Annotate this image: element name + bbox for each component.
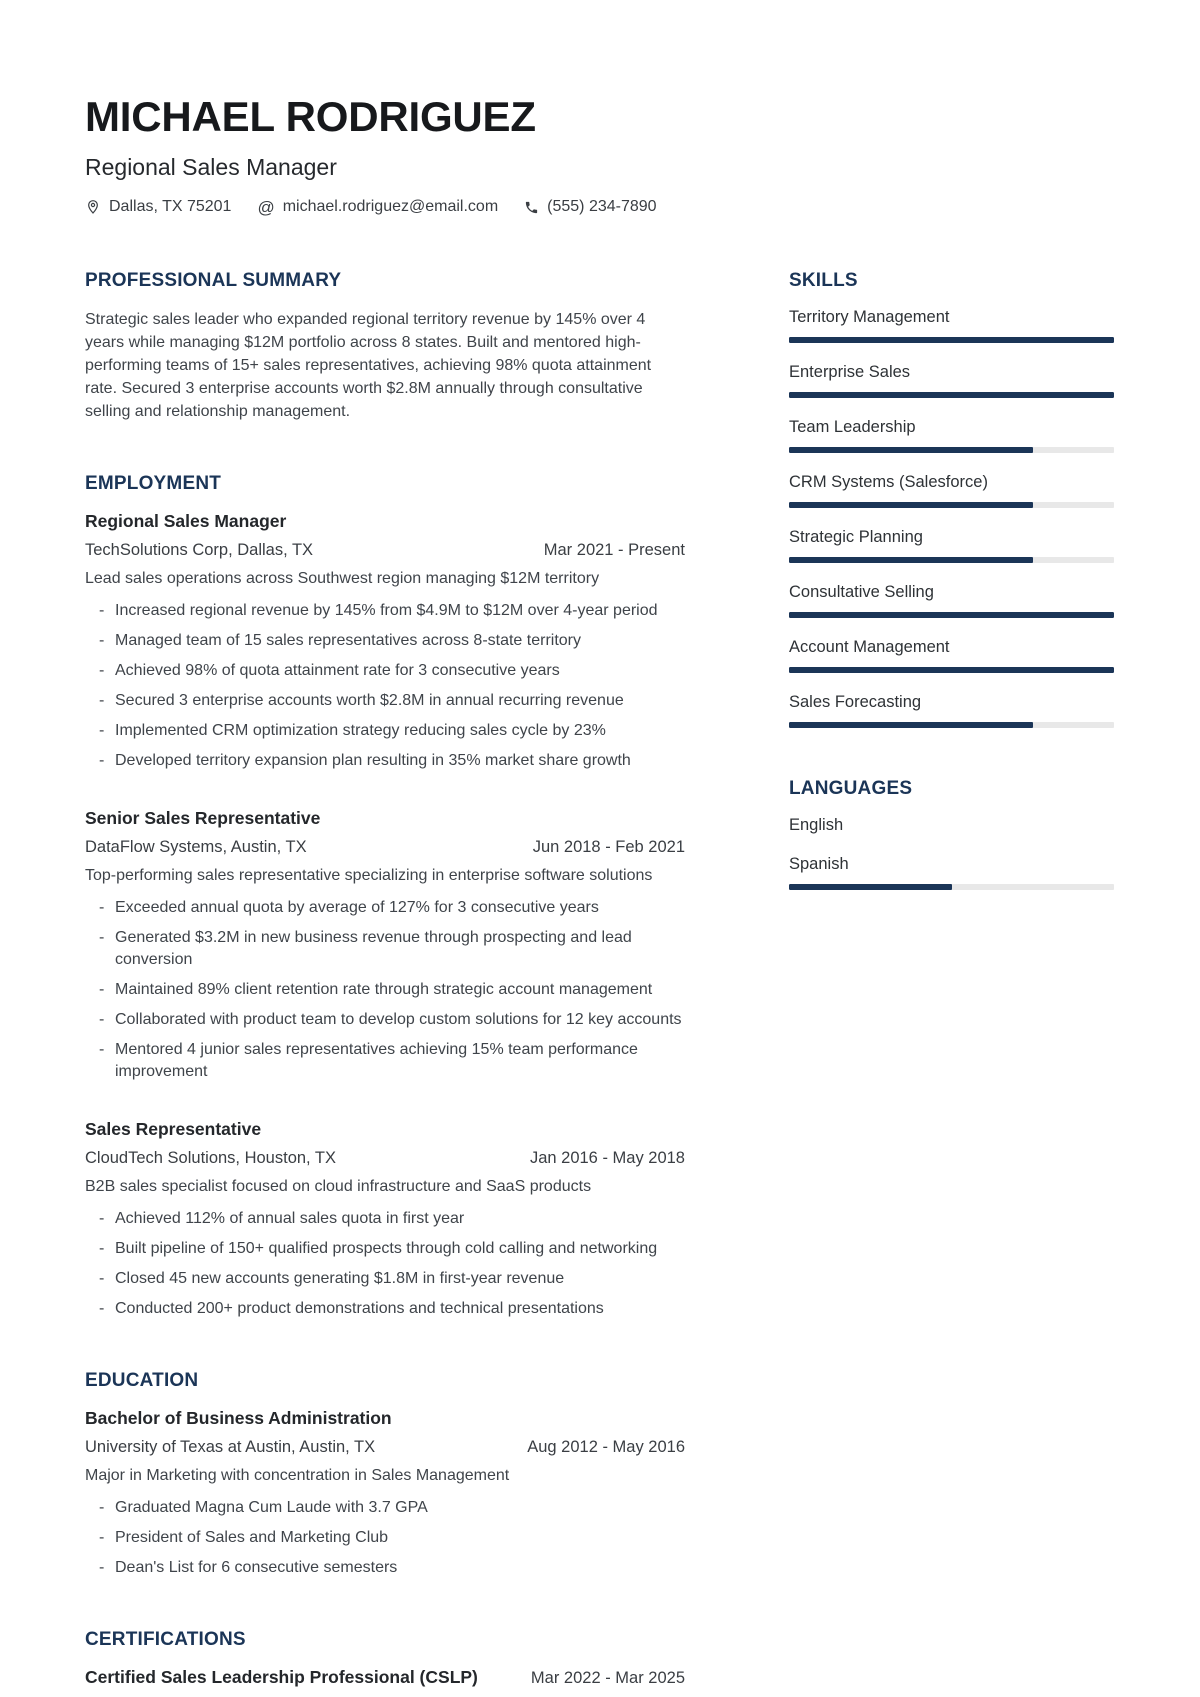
bullet-item: - Exceeded annual quota by average of 127% for 3 consecutive years xyxy=(85,897,685,919)
bullet-item: - Developed territory expansion plan resulting in 35% market share growth xyxy=(85,750,685,772)
entry-title: Senior Sales Representative xyxy=(85,808,321,829)
skill-bar-fill xyxy=(789,502,1033,508)
entry-organization: TechSolutions Corp, Dallas, TX xyxy=(85,541,314,560)
skill-bar-track xyxy=(789,722,1114,728)
bullet-item: - Implemented CRM optimization strategy reducing sales cycle by 23% xyxy=(85,720,685,742)
skill-label: CRM Systems (Salesforce) xyxy=(789,473,988,492)
entry-meta-row xyxy=(85,1149,685,1168)
bullet-item: - President of Sales and Marketing Club xyxy=(85,1527,685,1549)
contact-email-text: michael.rodriguez@email.com xyxy=(282,198,499,216)
entry-description: Top-performing sales representative specializing in enterprise software solutions xyxy=(85,867,653,885)
entry xyxy=(85,511,685,772)
skill-bar-fill xyxy=(789,722,1033,728)
main-column xyxy=(85,270,685,1688)
professional-summary-text: Strategic sales leader who expanded regional territory revenue by 145% over 4 years while managing $12M portfolio across 8 states. Built and mentored high-performing teams of 15+ sales representatives, achieving 98% quota attainment rate. Secured 3 enterprise accounts worth $2.8M annually through consultative selling and relationship management. xyxy=(85,311,652,421)
bullet-item: - Generated $3.2M in new business revenue through prospecting and lead conversion xyxy=(85,927,685,971)
skill-label: Consultative Selling xyxy=(789,583,934,602)
skill-bar-track xyxy=(789,447,1114,453)
bullet-item: - Closed 45 new accounts generating $1.8M in first-year revenue xyxy=(85,1268,685,1290)
skill-bar-track xyxy=(789,667,1114,673)
skill-bar-track xyxy=(789,502,1114,508)
entry-organization: DataFlow Systems, Austin, TX xyxy=(85,838,307,857)
skill-item xyxy=(789,418,1114,453)
language-label: Spanish xyxy=(789,855,849,874)
skill-item xyxy=(789,363,1114,398)
employment-jobs xyxy=(85,511,685,1320)
skills-heading: SKILLS xyxy=(789,270,858,292)
certification-list xyxy=(85,1667,685,1688)
skill-label: Sales Forecasting xyxy=(789,693,922,712)
entry-dates: Jun 2018 - Feb 2021 xyxy=(532,838,685,857)
side-column xyxy=(789,270,1114,1688)
bullet-item: - Achieved 112% of annual sales quota in first year xyxy=(85,1208,685,1230)
skill-item xyxy=(789,638,1114,673)
entry-title: Regional Sales Manager xyxy=(85,511,287,532)
skill-item xyxy=(789,308,1114,343)
entry-bullets xyxy=(85,897,685,1083)
certifications-heading: CERTIFICATIONS xyxy=(85,1629,246,1651)
phone-icon xyxy=(524,200,539,215)
skills-list xyxy=(789,308,1114,728)
location-pin-icon xyxy=(85,199,101,215)
entry-bullets xyxy=(85,600,685,772)
bullet-item: - Achieved 98% of quota attainment rate for 3 consecutive years xyxy=(85,660,685,682)
language-bar-fill xyxy=(789,884,952,890)
entry-title: Sales Representative xyxy=(85,1119,262,1140)
entry-description: Lead sales operations across Southwest region managing $12M territory xyxy=(85,570,600,588)
skill-label: Territory Management xyxy=(789,308,950,327)
bullet-item: - Conducted 200+ product demonstrations and technical presentations xyxy=(85,1298,685,1320)
contact-location xyxy=(85,198,231,216)
entry-meta-row xyxy=(85,1438,685,1457)
entry-organization: University of Texas at Austin, Austin, TX xyxy=(85,1438,376,1457)
entry-dates: Aug 2012 - May 2016 xyxy=(527,1438,685,1457)
skill-bar-track xyxy=(789,612,1114,618)
contact-phone xyxy=(524,198,656,216)
employment-heading: EMPLOYMENT xyxy=(85,473,222,495)
entry-bullets xyxy=(85,1497,685,1579)
entry xyxy=(85,1408,685,1579)
skill-item xyxy=(789,693,1114,728)
resume-header xyxy=(85,95,1114,216)
section-skills xyxy=(789,270,1114,728)
skill-item xyxy=(789,583,1114,618)
bullet-item: - Managed team of 15 sales representatives across 8-state territory xyxy=(85,630,685,652)
skill-bar-fill xyxy=(789,337,1114,343)
bullet-item: - Built pipeline of 150+ qualified prospects through cold calling and networking xyxy=(85,1238,685,1260)
entry-meta-row xyxy=(85,541,685,560)
skill-label: Strategic Planning xyxy=(789,528,923,547)
candidate-title: Regional Sales Manager xyxy=(85,154,337,181)
contact-email xyxy=(257,198,498,216)
skill-label: Team Leadership xyxy=(789,418,916,437)
skill-bar-track xyxy=(789,337,1114,343)
bullet-item: - Secured 3 enterprise accounts worth $2.8M in annual recurring revenue xyxy=(85,690,685,712)
skill-bar-fill xyxy=(789,447,1033,453)
skill-label: Account Management xyxy=(789,638,950,657)
skill-bar-track xyxy=(789,557,1114,563)
section-certifications xyxy=(85,1629,685,1688)
bullet-item: - Dean's List for 6 consecutive semesters xyxy=(85,1557,685,1579)
contact-phone-text: (555) 234-7890 xyxy=(547,198,657,216)
skill-item xyxy=(789,528,1114,563)
education-entries xyxy=(85,1408,685,1579)
skill-bar-fill xyxy=(789,392,1114,398)
entry-description: B2B sales specialist focused on cloud infrastructure and SaaS products xyxy=(85,1178,592,1196)
entry-bullets xyxy=(85,1208,685,1320)
education-heading: EDUCATION xyxy=(85,1370,199,1392)
entry xyxy=(85,808,685,1083)
entry-title: Bachelor of Business Administration xyxy=(85,1408,392,1429)
certification-name: Certified Sales Leadership Professional (CSLP) xyxy=(85,1667,478,1688)
language-bar-track xyxy=(789,884,1114,890)
skill-bar-fill xyxy=(789,557,1033,563)
skill-bar-track xyxy=(789,392,1114,398)
languages-list xyxy=(789,816,1114,890)
entry-organization: CloudTech Solutions, Houston, TX xyxy=(85,1149,337,1168)
professional-summary-heading: PROFESSIONAL SUMMARY xyxy=(85,270,342,292)
bullet-item: - Graduated Magna Cum Laude with 3.7 GPA xyxy=(85,1497,685,1519)
contact-row xyxy=(85,198,1114,216)
language-label: English xyxy=(789,816,844,835)
bullet-item: - Increased regional revenue by 145% from $4.9M to $12M over 4-year period xyxy=(85,600,685,622)
section-employment xyxy=(85,473,685,1320)
entry-dates: Jan 2016 - May 2018 xyxy=(529,1149,685,1168)
language-item xyxy=(789,855,1114,890)
section-languages xyxy=(789,778,1114,890)
languages-heading: LANGUAGES xyxy=(789,778,913,800)
skill-bar-fill xyxy=(789,612,1114,618)
section-professional-summary xyxy=(85,270,685,423)
entry-dates: Mar 2021 - Present xyxy=(543,541,685,560)
candidate-name: MICHAEL RODRIGUEZ xyxy=(85,93,536,140)
certification-row xyxy=(85,1667,685,1688)
certification-dates: Mar 2022 - Mar 2025 xyxy=(530,1669,685,1688)
contact-location-text: Dallas, TX 75201 xyxy=(109,198,232,216)
section-education xyxy=(85,1370,685,1579)
skill-bar-fill xyxy=(789,667,1114,673)
bullet-item: - Mentored 4 junior sales representatives achieving 15% team performance improvement xyxy=(85,1039,685,1083)
skill-item xyxy=(789,473,1114,508)
bullet-item: - Collaborated with product team to develop custom solutions for 12 key accounts xyxy=(85,1009,685,1031)
language-item xyxy=(789,816,1114,835)
entry-meta-row xyxy=(85,838,685,857)
at-sign-icon: @ xyxy=(257,197,275,217)
entry-description: Major in Marketing with concentration in Sales Management xyxy=(85,1467,510,1485)
entry xyxy=(85,1119,685,1320)
resume-columns xyxy=(85,270,1114,1688)
bullet-item: - Maintained 89% client retention rate through strategic account management xyxy=(85,979,685,1001)
skill-label: Enterprise Sales xyxy=(789,363,911,382)
